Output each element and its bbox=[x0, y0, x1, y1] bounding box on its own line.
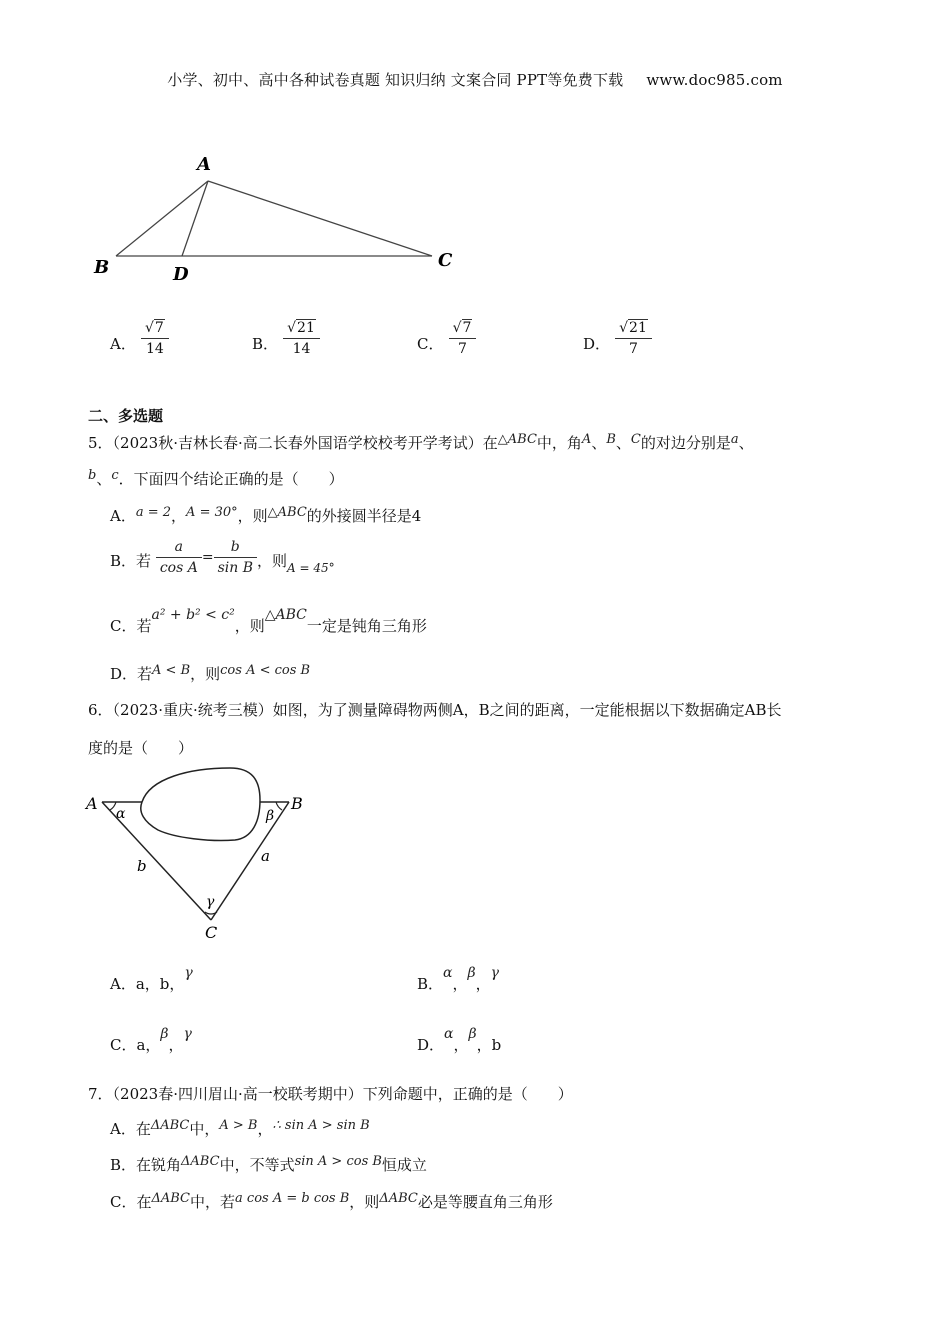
denominator: 14 bbox=[145, 341, 164, 357]
option-label: B．若 bbox=[110, 551, 152, 570]
separator: ， bbox=[452, 975, 468, 993]
denominator: 14 bbox=[292, 341, 311, 357]
angle-A: A bbox=[581, 432, 592, 447]
obstacle-shape bbox=[141, 768, 260, 841]
label-B: B bbox=[291, 794, 303, 813]
q7-option-b[interactable] bbox=[110, 1154, 427, 1175]
label-side-b: b bbox=[137, 857, 147, 875]
option-label: A．a，b， bbox=[110, 975, 185, 993]
denominator: cos A bbox=[159, 560, 198, 576]
denominator: 7 bbox=[629, 341, 638, 357]
separator: 、 bbox=[615, 434, 631, 452]
side-AB bbox=[116, 181, 208, 256]
numerator: b bbox=[214, 537, 257, 558]
option-text: ，b bbox=[476, 1036, 502, 1054]
q6-option-b[interactable] bbox=[417, 965, 499, 994]
math-expr: γ bbox=[184, 965, 193, 981]
option-text: ，则 bbox=[349, 1193, 380, 1211]
q7-stem: 7．（2023春·四川眉山·高一校联考期中）下列命题中，正确的是（ ） bbox=[88, 1085, 573, 1103]
q4-option-c[interactable] bbox=[417, 318, 476, 359]
option-label: A． bbox=[110, 507, 136, 525]
math-expr: cos A < cos B bbox=[220, 663, 311, 678]
q5-option-a[interactable] bbox=[110, 505, 421, 526]
triangle-symbol: ΔABC bbox=[150, 1118, 190, 1133]
option-text: 中，不等式 bbox=[219, 1156, 295, 1174]
separator: 、 bbox=[738, 434, 754, 452]
option-text: ，则 bbox=[190, 665, 221, 683]
separator: ， bbox=[257, 1120, 273, 1138]
triangle-symbol: △ABC bbox=[267, 505, 307, 520]
option-label: D．若 bbox=[110, 665, 153, 683]
label-beta: β bbox=[266, 808, 275, 824]
denominator: 7 bbox=[458, 341, 467, 357]
q5-option-d[interactable] bbox=[110, 663, 310, 684]
option-label: A． bbox=[110, 335, 136, 353]
equals-sign: = bbox=[201, 549, 214, 566]
triangle-figure-1 bbox=[80, 145, 480, 290]
header-site: www.doc985.com bbox=[646, 71, 783, 89]
fraction: $\frac{√21}{7}$ bbox=[615, 318, 652, 359]
q5-stem-line1 bbox=[88, 432, 754, 453]
math-expr: ∴ sin A > sin B bbox=[272, 1118, 370, 1133]
option-text: 一定是钝角三角形 bbox=[306, 617, 427, 635]
q5-text: 的对边分别是 bbox=[640, 434, 731, 452]
side-AC bbox=[208, 181, 432, 256]
q6-option-a[interactable] bbox=[110, 965, 193, 994]
triangle-symbol: △ABC bbox=[264, 607, 307, 623]
label-C: C bbox=[205, 923, 218, 942]
q4-option-b[interactable] bbox=[252, 318, 320, 359]
option-label: C． bbox=[417, 335, 444, 353]
denominator: sin B bbox=[217, 560, 253, 576]
label-D: D bbox=[173, 264, 189, 285]
obstacle-figure bbox=[80, 760, 320, 950]
numerator: 21 bbox=[297, 320, 315, 336]
label-C: C bbox=[438, 250, 453, 271]
numerator: 7 bbox=[154, 320, 164, 336]
fraction bbox=[214, 537, 257, 578]
separator: 、 bbox=[96, 470, 112, 488]
option-label: D． bbox=[583, 335, 611, 353]
option-text: ，则 bbox=[237, 507, 268, 525]
page-header bbox=[0, 69, 950, 90]
q6-option-c[interactable] bbox=[110, 1026, 192, 1055]
q6-stem-line2: 度的是（ ） bbox=[88, 739, 194, 757]
numerator: 7 bbox=[462, 320, 472, 336]
label-side-a: a bbox=[261, 847, 270, 865]
math-expr: A < B bbox=[152, 663, 191, 678]
separator: ， bbox=[453, 1036, 469, 1054]
label-B: B bbox=[94, 257, 110, 278]
q4-option-d[interactable] bbox=[583, 318, 652, 359]
option-text: ，则 bbox=[256, 551, 287, 570]
separator: 、 bbox=[591, 434, 607, 452]
triangle-symbol: △ABC bbox=[497, 432, 537, 447]
math-expr: β bbox=[468, 1026, 477, 1042]
math-expr: β bbox=[467, 965, 476, 981]
q5-stem-line2 bbox=[88, 468, 344, 489]
fraction: $\frac{√21}{14}$ bbox=[283, 318, 320, 359]
math-expr: A = 30° bbox=[186, 505, 238, 520]
q6-option-d[interactable] bbox=[417, 1026, 502, 1055]
option-text: 的外接圆半径是4 bbox=[306, 507, 422, 525]
side-b: b bbox=[88, 468, 97, 483]
option-label: C．a， bbox=[110, 1036, 161, 1054]
q5-number: 5． bbox=[88, 434, 113, 452]
side-a: a bbox=[730, 432, 739, 447]
numerator: a bbox=[156, 537, 202, 558]
numerator: 21 bbox=[629, 320, 647, 336]
option-label: C．若 bbox=[110, 617, 152, 635]
q5-option-b[interactable] bbox=[110, 537, 335, 578]
angle-C: C bbox=[630, 432, 641, 447]
triangle-symbol: ΔABC bbox=[379, 1191, 418, 1206]
option-text: 恒成立 bbox=[381, 1156, 427, 1174]
math-expr: α bbox=[444, 1026, 454, 1042]
option-text: 必是等腰直角三角形 bbox=[417, 1193, 553, 1211]
q6-stem-line1: 6．（2023·重庆·统考三模）如图，为了测量障碍物两侧A，B之间的距离，一定能根据以下数据确定AB长 bbox=[88, 701, 782, 719]
label-gamma: γ bbox=[206, 894, 215, 910]
math-expr: γ bbox=[183, 1026, 192, 1042]
fraction: $\frac{√7}{7}$ bbox=[449, 318, 477, 359]
q5-text: ．下面四个结论正确的是（ ） bbox=[118, 470, 344, 488]
angle-beta-arc bbox=[276, 802, 282, 810]
math-expr: a = 2 bbox=[135, 505, 172, 520]
q5-option-c[interactable] bbox=[110, 607, 427, 636]
side-c: c bbox=[111, 468, 119, 483]
triangle-symbol: ΔABC bbox=[181, 1154, 220, 1169]
q5-source: （2023秋·吉林长春·高二长春外国语学校校考开学考试）在 bbox=[112, 434, 498, 452]
option-label: C．在 bbox=[110, 1193, 152, 1211]
math-expr: a² + b² < c² bbox=[151, 607, 235, 623]
option-text: 中，若 bbox=[190, 1193, 236, 1211]
option-label: D． bbox=[417, 1036, 445, 1054]
option-text: ，则 bbox=[234, 617, 265, 635]
math-expr: A = 45° bbox=[287, 560, 335, 575]
math-expr: sin A > cos B bbox=[294, 1154, 382, 1169]
header-title: 小学、初中、高中各种试卷真题 知识归纳 文案合同 PPT等免费下载 bbox=[167, 71, 624, 89]
separator: ， bbox=[171, 507, 187, 525]
option-label: B． bbox=[252, 335, 279, 353]
math-expr: γ bbox=[490, 965, 499, 981]
angle-B: B bbox=[606, 432, 616, 447]
label-A: A bbox=[197, 154, 211, 175]
math-expr: β bbox=[160, 1026, 169, 1042]
q7-option-a[interactable] bbox=[110, 1118, 370, 1139]
triangle-symbol: ΔABC bbox=[151, 1191, 191, 1206]
fraction: $\frac{√7}{14}$ bbox=[141, 318, 169, 359]
separator: ， bbox=[168, 1036, 184, 1054]
math-expr: a cos A = b cos B bbox=[235, 1191, 350, 1206]
separator: ， bbox=[475, 975, 491, 993]
option-label: B． bbox=[417, 975, 444, 993]
q5-text: 中，角 bbox=[536, 434, 582, 452]
fraction bbox=[156, 537, 202, 578]
section-heading: 二、多选题 bbox=[88, 407, 164, 425]
option-text: 中， bbox=[189, 1120, 220, 1138]
label-alpha: α bbox=[116, 806, 126, 822]
q4-option-a[interactable] bbox=[110, 318, 169, 359]
option-label: B．在锐角 bbox=[110, 1156, 182, 1174]
math-expr: α bbox=[443, 965, 453, 981]
q7-option-c[interactable] bbox=[110, 1191, 553, 1212]
label-A: A bbox=[86, 794, 98, 813]
math-expr: A > B bbox=[219, 1118, 258, 1133]
option-label: A．在 bbox=[110, 1120, 151, 1138]
